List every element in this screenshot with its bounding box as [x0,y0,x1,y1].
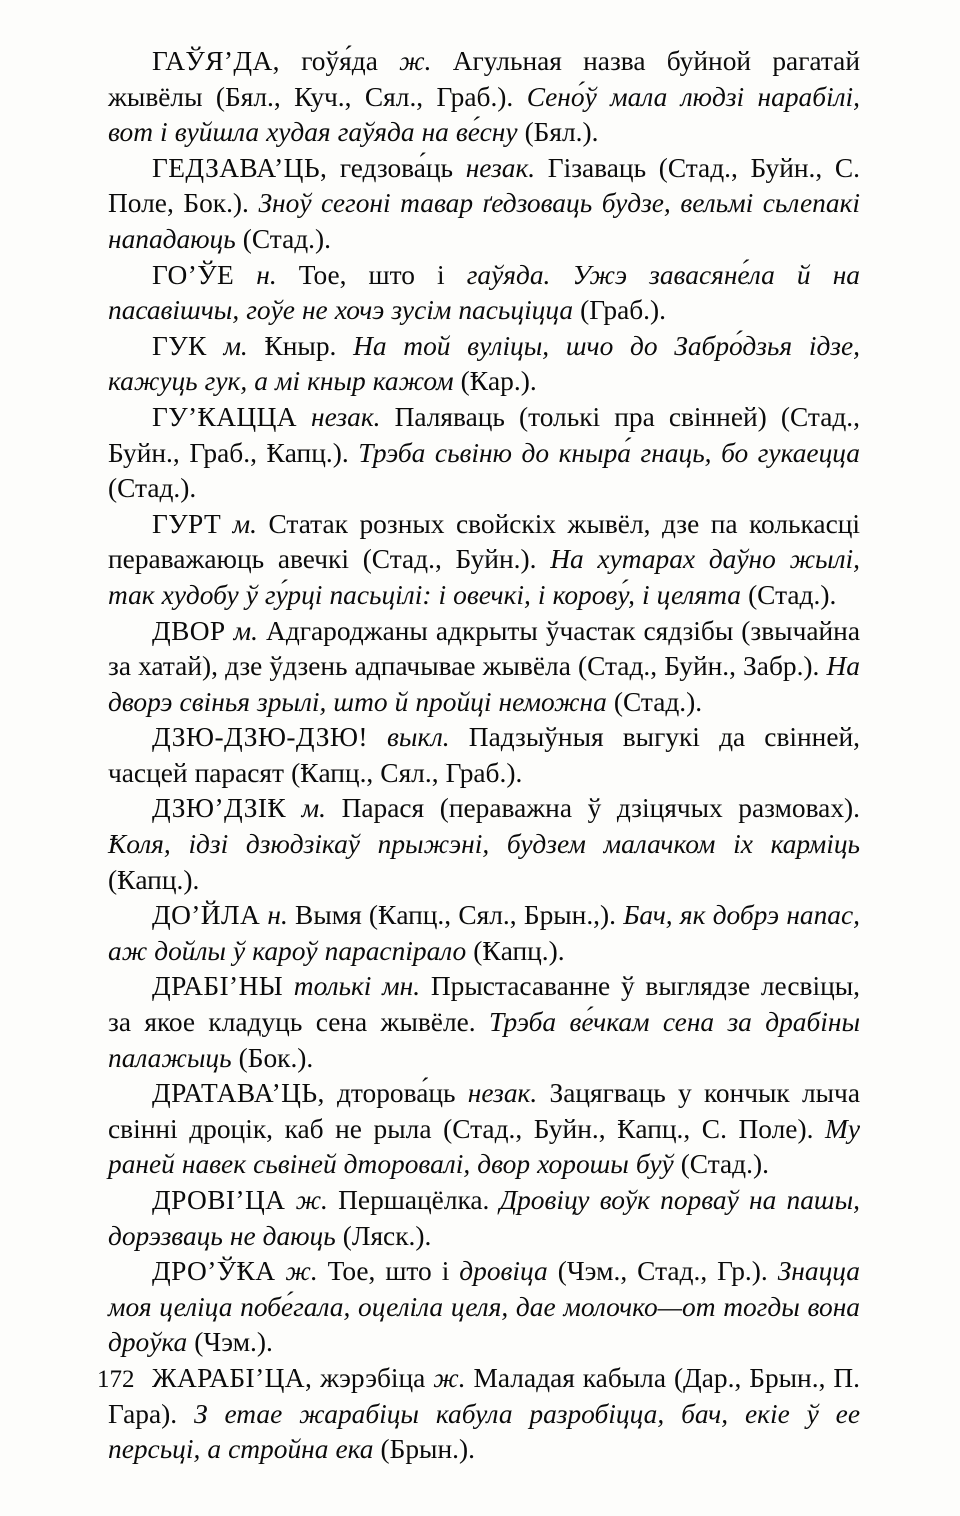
entry-sources: (Чэм., Стад., Гр.). [547,1256,778,1287]
entry-quotation: Ужэ завасяне́ла й на пасавішчы, гоўе не хочэ зусім пасьціцца [108,259,860,326]
entry-headword: ГУРТ [152,508,222,539]
entry-definition: Першацёлка. [327,1185,500,1215]
entry-sources: (Ҟапц., Сял., Граб.). [291,757,523,788]
entry-definition: Статак розных свойскіх жывёл, дзе па колькасці пераважаюць авечкі [108,508,860,575]
entry-headword: ГУК [152,330,207,361]
entry-sources: (Стад., Буйн., Забр.). [577,651,827,682]
entry-headword: ЖАРАБІ’ЦА, [152,1362,313,1393]
entry-quotation-source: (Ляск.). [342,1220,432,1251]
entry-variant-form: гедзова́ць [327,152,466,183]
entry-variant-form: гоўя́да [279,46,400,76]
entry-definition: Гізаваць [535,152,659,183]
entry-quotation-source: (Бок.). [238,1042,314,1073]
entry-variant-form [286,793,302,823]
dictionary-entry-hukacca [108,400,860,507]
entry-headword: ДЗЮ’ДЗІҞ [152,793,287,824]
entry-quotation: Сено́ў мала людзі нарабілі, вот і вуйшла худая гаўяда на ве́сну [108,81,860,148]
entry-quotation: Трэба ве́чкам сена за драбіны палажыць [108,1007,860,1073]
entry-definition: Падзыўныя выгукі да свінней, часцей парасят [108,722,860,788]
entry-variant-form [234,260,256,290]
entry-headword: ДРОВІ’ЦА [152,1185,286,1215]
entry-variant-form [283,971,294,1001]
entry-variant-form: дторова́ць [324,1078,468,1109]
entry-grammar-label: выкл. [387,722,450,753]
entry-sources: (Стад., Буйн., Граб., Ҟапц.). [108,401,860,468]
entry-variant-form: жэрэбіца [312,1362,434,1393]
entry-quotation: З етае жарабіцы кабула разробіцца, бач, екіе ў ее персьці, а стройна ека [108,1398,860,1465]
entry-grammar-label: м. [232,508,257,539]
text-column [108,44,860,1468]
entry-variant-form [285,1185,295,1215]
entry-definition: Прыстасаванне ў выглядзе лесвіцы, за якое кладуць сена жывёле. [108,971,860,1038]
entry-grammar-label: н. [256,259,277,290]
dictionary-entry-drouka [108,1254,860,1361]
entry-quotation: Ҟоля, ідзі дзюдзікаў прыжэні, будзем малачком іх карміць [108,829,860,860]
entry-headword: ГАЎЯ’ДА, [152,46,280,76]
entry-quotation-source: (Бял.). [524,117,599,148]
entry-quotation: На дворэ свінья зрылі, што й пройці неможна [108,651,860,717]
entry-variant-form [297,402,311,432]
entry-sources: (Стад., Буйн.). [362,544,551,575]
entry-grammar-label: ж. [433,1362,466,1393]
entry-quotation: Му раней навек сьвіней дторовалі, двор хорошы буў [108,1113,861,1180]
dictionary-entry-dzyudzik [108,791,860,898]
entry-quotation-source: (Граб.). [580,295,666,326]
entry-sources: (Дар., Брын., П. Гара). [108,1362,860,1429]
entry-quotation: Дровіцу воўк порваў на пашы, дорэзваць не даюць [108,1185,860,1251]
entry-quotation-source: (Ҟапц.). [108,864,200,895]
entry-grammar-label: незак. [465,152,536,183]
entry-definition: Паляваць (толькі пра свінней) [380,401,781,432]
entry-definition: Парася (пераважна ў дзіцячых размовах). [325,793,860,824]
page-number: 172 [97,1366,135,1393]
entry-definition: Тое, што і [276,259,467,290]
entry-definition-crossref: дровіца [459,1256,548,1287]
dictionary-entry-houye [108,258,860,329]
entry-headword: ГО’ЎЕ [152,259,235,290]
entry-variant-form [226,616,234,646]
entry-definition: Тое, што і [317,1256,460,1287]
entry-variant-form [275,1256,285,1286]
entry-definition: Зацягваць у кончык лыча свінні дроцік, каб не рыла [108,1078,860,1144]
entry-definition: Вымя [287,900,369,931]
entry-variant-form [207,331,224,361]
entry-quotation: Зноў сегоні тавар ґедзоваць будзе, вельмі сьлепакі нападаюць [108,188,860,254]
dictionary-entry-giedzavac [108,151,860,258]
entry-headword: ДРАТАВА’ЦЬ, [152,1078,325,1109]
entry-quotation-source: (Стад.). [108,473,197,504]
dictionary-entry-drabiny [108,969,860,1076]
entry-variant-form [221,509,233,539]
entry-grammar-label: ж. [295,1185,328,1215]
entry-grammar-label: ж. [399,46,432,76]
entry-grammar-label: толькі мн. [293,971,421,1002]
entry-quotation-source: (Ҟар.). [460,366,537,397]
entry-headword: ДРАБІ’НЫ [152,971,284,1002]
entry-quotation-source: (Ҟапц.). [473,935,565,966]
entry-quotation-source: (Брын.). [380,1434,475,1465]
dictionary-entry-gauyada [108,44,860,151]
entry-quotation: Трэба сьвіню до кныра́ гнаць, бо гукаецца [358,437,860,468]
entry-sources: (Бял., Куч., Сял., Граб.). [215,81,527,112]
entry-quotation-source: (Стад.). [242,223,331,254]
entry-definition-crossref: гаўяда. [466,259,551,290]
dictionary-entry-dzyu-dzyu-dzyu [108,720,860,791]
entry-definition: Адгароджаны адкрыты ўчастак сядзібы (звычайна за хатай), дзе ўдзень адпачывае жывёла [108,615,860,682]
entry-sources: (Стад., Буйн., Ҟапц., С. Поле). [443,1113,826,1144]
entry-headword: ГУ’ҞАЦЦА [152,401,297,432]
entry-quotation: На хутарах даўно жылі, так худобу ў гу́рці пасьцілі: і овечкі, і корову́, і целята [108,544,860,610]
entry-quotation-source: (Чэм.). [194,1327,273,1358]
entry-quotation: Бач, як добрэ напас, аж дойлы ў кароў параспірало [108,900,860,966]
dictionary-entry-doyila [108,898,860,969]
entry-definition: Маладая кабыла [465,1362,674,1393]
entry-grammar-label: незак. [467,1078,538,1109]
entry-quotation-source: (Стад.). [680,1149,769,1180]
entry-grammar-label: м. [223,330,248,361]
entry-headword: ДВОР [152,615,226,646]
entry-grammar-label: незак. [311,401,381,432]
dictionary-entry-drovica [108,1183,860,1254]
entry-grammar-label: м. [233,615,258,646]
entry-sources: (Ҟапц., Сял., Брын.,). [368,900,624,931]
entry-headword: ДЗЮ-ДЗЮ-ДЗЮ! [152,722,368,753]
entry-variant-form [368,722,387,752]
entry-definition: Агульная назва буйной рагатай жывёлы [108,46,860,112]
entry-grammar-label: ж. [285,1256,318,1287]
dictionary-entry-hurt [108,507,860,614]
dictionary-entry-dratavac [108,1076,860,1183]
entry-definition: Ҟныр. [247,330,354,361]
dictionary-entry-zharabica [108,1361,860,1468]
entry-sources: (Стад., Буйн., С. Поле, Бок.). [108,152,860,219]
entry-quotation: На той вуліцы, шчо до Забро́дзья ідзе, кажуць гук, а мі кныр кажом [108,330,860,397]
entry-quotation-source: (Стад.). [748,579,837,610]
entry-headword: ДРО’ЎҞА [152,1256,276,1287]
dictionary-entry-huk [108,329,860,400]
entry-grammar-label: м. [301,793,326,824]
entry-grammar-label: н. [267,900,288,931]
entry-quotation: Знацца моя целіца побе́гала, оцеліла целя, дае молочко—от тогды вона дроўка [108,1256,860,1358]
entry-headword: ГЕДЗАВА’ЦЬ, [152,152,328,183]
dictionary-entry-dvor [108,614,860,721]
entry-headword: ДО’ЙЛА [152,900,261,931]
entry-quotation-source: (Стад.). [613,686,703,717]
